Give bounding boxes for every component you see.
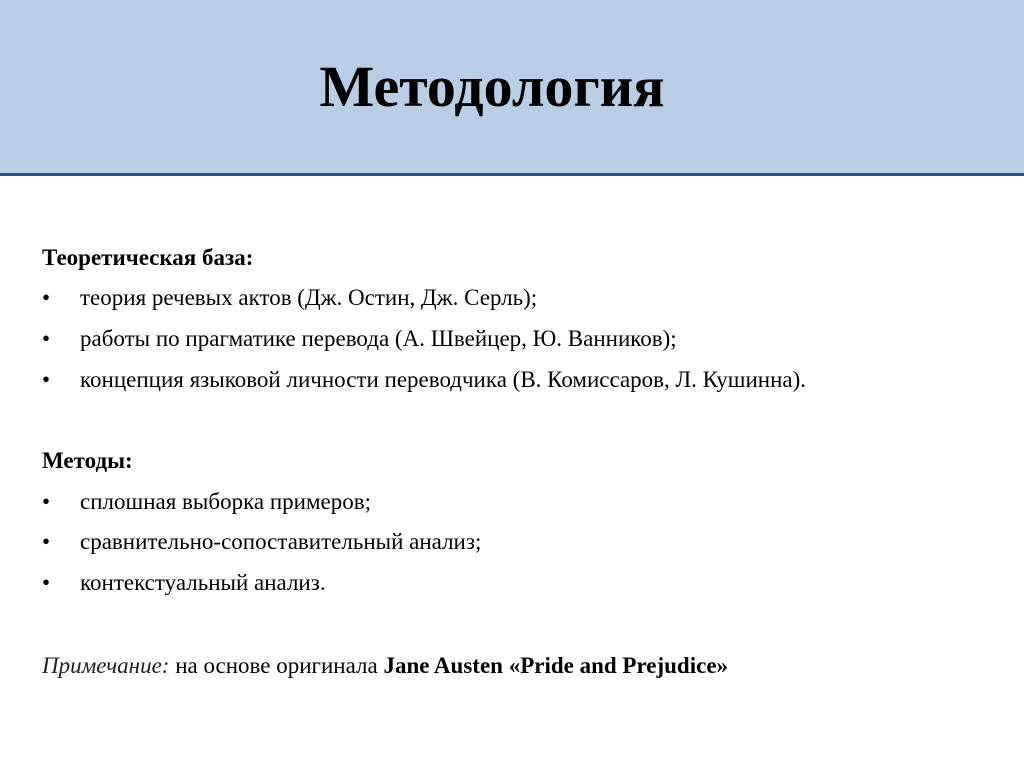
methods-heading: Методы:: [42, 448, 133, 473]
slide-title: Методология: [319, 54, 665, 119]
theory-item: концепция языковой личности переводчика (В. Комиссаров, Л. Кушинна).: [80, 367, 807, 392]
bullet-icon: •: [42, 570, 51, 595]
theory-item: работы по прагматике перевода (А. Швейцер, Ю. Ванников);: [80, 326, 677, 351]
bullet-icon: •: [42, 367, 51, 392]
theory-heading: Теоретическая база:: [42, 245, 254, 270]
slide-header: [0, 0, 1024, 176]
note: [42, 652, 728, 680]
method-item: контекстуальный анализ.: [80, 570, 326, 595]
method-item: сравнительно-сопоставительный анализ;: [80, 529, 482, 554]
bullet-icon: •: [42, 326, 51, 351]
bullet-icon: •: [42, 285, 51, 310]
note-label: Примечание:: [42, 653, 170, 678]
note-source: Jane Austen «Pride and Prejudice»: [383, 653, 729, 678]
bullet-icon: •: [42, 489, 51, 514]
note-text: на основе оригинала: [169, 653, 384, 678]
bullet-icon: •: [42, 529, 51, 554]
method-item: сплошная выборка примеров;: [80, 489, 371, 514]
theory-item: теория речевых актов (Дж. Остин, Дж. Серль);: [80, 285, 538, 310]
